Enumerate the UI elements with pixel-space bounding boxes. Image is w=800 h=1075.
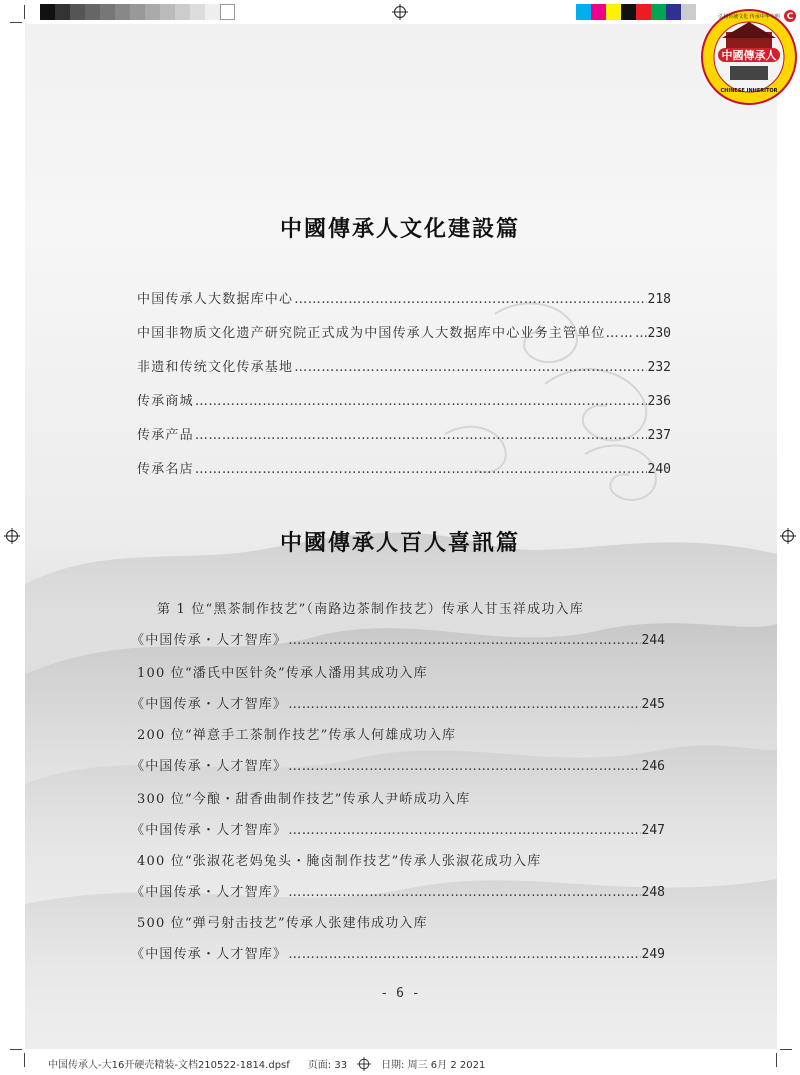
- toc-entry[interactable]: [131, 693, 665, 713]
- toc-entry[interactable]: [131, 881, 665, 901]
- toc-page-number: 230: [647, 326, 671, 341]
- toc-entry-title: 传承产品: [137, 428, 194, 443]
- logo-c-mark: C: [786, 12, 794, 22]
- crop-mark: [776, 1053, 777, 1067]
- gray-swatch: [85, 4, 100, 20]
- grayscale-calibration-bar: [40, 4, 235, 20]
- toc-entry-title: 传承商城: [137, 394, 194, 409]
- toc-page-number: 247: [641, 823, 665, 838]
- toc-leader-dots: [195, 394, 647, 409]
- registration-mark-icon: [392, 4, 408, 20]
- gray-swatch: [145, 4, 160, 20]
- toc-entry[interactable]: [137, 322, 671, 342]
- footer-file-name: 中国传承人-大16开硬壳精装-文档210522-1814.dpsf: [48, 1060, 290, 1071]
- gray-swatch: [190, 4, 205, 20]
- honoree-headline: 400 位“张淑花老妈兔头・腌卤制作技艺”传承人张淑花成功入库: [137, 854, 542, 869]
- toc-leader-dots: [288, 759, 640, 774]
- honoree-headline: 200 位“禅意手工茶制作技艺”传承人何雄成功入库: [137, 728, 457, 743]
- toc-page-number: 218: [647, 292, 671, 307]
- toc-leader-dots: [288, 633, 640, 648]
- toc-leader-dots: [288, 697, 640, 712]
- footer-date-label: 日期: 周三 6月 2 2021: [381, 1060, 486, 1071]
- toc-page-number: 246: [641, 759, 665, 774]
- footer-page-label: 页面: 33: [307, 1060, 348, 1071]
- toc-page-number: 236: [647, 394, 671, 409]
- toc-entry-title: 《中国传承・人才智库》: [131, 823, 288, 838]
- toc-page-number: 249: [641, 947, 665, 962]
- toc-entry-title: 《中国传承・人才智库》: [131, 697, 288, 712]
- color-swatch: [636, 4, 651, 20]
- section-title-hundred-news: 中國傳承人百人喜訊篇: [279, 530, 520, 556]
- color-swatch: [606, 4, 621, 20]
- toc-page-number: 248: [641, 885, 665, 900]
- gray-swatch: [160, 4, 175, 20]
- toc-leader-dots: [635, 326, 647, 341]
- color-swatch: [621, 4, 636, 20]
- gray-swatch: [70, 4, 85, 20]
- toc-entry[interactable]: [131, 755, 665, 775]
- gray-swatch: [40, 4, 55, 20]
- honoree-headline: 100 位“潘氏中医针灸”传承人潘用其成功入库: [137, 666, 428, 681]
- toc-leader-dots: [288, 823, 640, 838]
- honoree-headline: 500 位“弹弓射击技艺”传承人张建伟成功入库: [137, 916, 428, 931]
- toc-leader-dots: [294, 292, 646, 307]
- print-slug-footer: [48, 1056, 485, 1071]
- toc-page-number: 240: [647, 462, 671, 477]
- gray-swatch: [115, 4, 130, 20]
- honoree-headline: 300 位“今酿・甜香曲制作技艺”传承人尹峤成功入库: [137, 792, 471, 807]
- toc-entry-title: 传承名店: [137, 462, 194, 477]
- toc-entry-title: 非遗和传统文化传承基地: [137, 360, 294, 375]
- toc-entry[interactable]: [137, 390, 671, 410]
- toc-leader-dots: [294, 360, 646, 375]
- color-swatch: [666, 4, 681, 20]
- toc-entry-title: 《中国传承・人才智库》: [131, 885, 288, 900]
- color-calibration-bar: [576, 4, 696, 20]
- toc-leader-dots: [288, 885, 640, 900]
- toc-page-number: 232: [647, 360, 671, 375]
- crop-mark: [780, 1049, 792, 1050]
- toc-entry-title: 中国非物质文化遗产研究院正式成为中国传承人大数据库中心业务主管单位……: [137, 326, 635, 341]
- crop-mark: [10, 1049, 22, 1050]
- gray-swatch: [100, 4, 115, 20]
- toc-entry[interactable]: [131, 819, 665, 839]
- toc-entry[interactable]: [137, 288, 671, 308]
- toc-entry[interactable]: [131, 943, 665, 963]
- logo-subtitle-text: CHINESE INHERITOR: [720, 88, 778, 94]
- toc-entry[interactable]: [137, 424, 671, 444]
- color-swatch: [681, 4, 696, 20]
- crop-mark: [10, 22, 22, 23]
- gray-swatch: [55, 4, 70, 20]
- crop-mark: [24, 1053, 25, 1067]
- toc-leader-dots: [195, 428, 647, 443]
- toc-entry[interactable]: [137, 458, 671, 478]
- toc-page-number: 237: [647, 428, 671, 443]
- toc-page-number: 244: [641, 633, 665, 648]
- toc-entry[interactable]: [137, 356, 671, 376]
- color-swatch: [591, 4, 606, 20]
- registration-mark-icon: [357, 1057, 371, 1071]
- toc-entry[interactable]: [131, 629, 665, 649]
- toc-entry-title: 《中国传承・人才智库》: [131, 633, 288, 648]
- gray-swatch: [175, 4, 190, 20]
- chinese-inheritor-logo: [700, 8, 798, 106]
- gray-swatch: [130, 4, 145, 20]
- color-swatch: [576, 4, 591, 20]
- crop-mark: [24, 5, 25, 19]
- toc-entry-title: 中国传承人大数据库中心: [137, 292, 294, 307]
- honoree-headline: 第 1 位“黑茶制作技艺”（南路边茶制作技艺）传承人甘玉祥成功入库: [157, 602, 584, 617]
- toc-entry-title: 《中国传承・人才智库》: [131, 759, 288, 774]
- section-title-culture-building: 中國傳承人文化建設篇: [279, 216, 520, 242]
- gray-swatch: [205, 4, 220, 20]
- logo-ring-text: 弘扬传统文化 传承中华文明: [718, 14, 780, 20]
- page-number: - 6 -: [380, 986, 420, 1001]
- toc-entry-title: 《中国传承・人才智库》: [131, 947, 288, 962]
- logo-name-text: 中國傳承人: [721, 49, 777, 62]
- toc-leader-dots: [195, 462, 647, 477]
- toc-leader-dots: [288, 947, 640, 962]
- color-swatch: [651, 4, 666, 20]
- toc-page-number: 245: [641, 697, 665, 712]
- gray-swatch: [220, 4, 235, 20]
